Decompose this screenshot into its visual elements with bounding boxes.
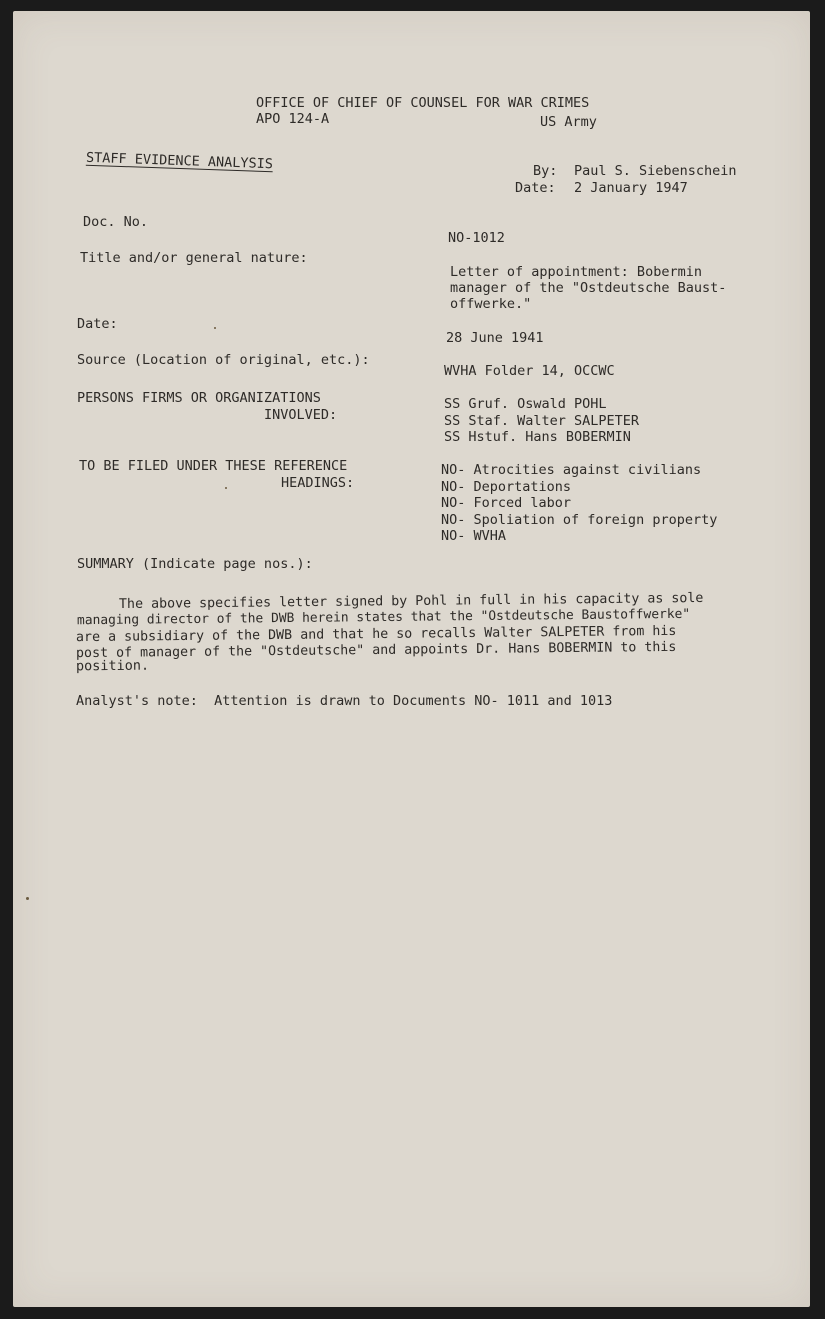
analyst-note: Analyst's note: Attention is drawn to Documents NO- 1011 and 1013 xyxy=(76,693,613,709)
summary-line: post of manager of the "Ostdeutsche" and appoints Dr. Hans BOBERMIN to this xyxy=(75,639,677,662)
source-label: Source (Location of original, etc.): xyxy=(77,352,370,368)
paper-speck xyxy=(214,327,216,329)
header-apo: APO 124-A xyxy=(256,111,330,127)
reference-line: NO- WVHA xyxy=(441,528,507,544)
reference-line: NO- Atrocities against civilians xyxy=(441,462,702,478)
persons-line: SS Gruf. Oswald POHL xyxy=(444,396,607,412)
date-header-value: 2 January 1947 xyxy=(574,180,688,196)
persons-label-1: PERSONS FIRMS OR ORGANIZATIONS xyxy=(77,390,321,406)
reference-line: NO- Spoliation of foreign property xyxy=(441,512,718,528)
title-label: Title and/or general nature: xyxy=(80,250,308,266)
reference-label-1: TO BE FILED UNDER THESE REFERENCE xyxy=(79,458,348,474)
summary-line: The above specifies letter signed by Pohl in full in his capacity as sole xyxy=(118,590,704,613)
header-office: OFFICE OF CHIEF OF COUNSEL FOR WAR CRIMES xyxy=(256,95,590,111)
summary-line: managing director of the DWB herein states that the "Ostdeutsche Baustoffwerke" xyxy=(76,606,691,629)
date-value: 28 June 1941 xyxy=(446,330,544,346)
form-title: STAFF EVIDENCE ANALYSIS xyxy=(85,149,274,173)
title-line: offwerke." xyxy=(450,296,532,312)
by-label: By: xyxy=(533,163,558,179)
date-label: Date: xyxy=(77,316,118,332)
summary-label: SUMMARY (Indicate page nos.): xyxy=(77,556,313,572)
summary-line: position. xyxy=(75,657,150,675)
date-header-label: Date: xyxy=(515,180,556,196)
persons-line: SS Staf. Walter SALPETER xyxy=(444,413,640,429)
summary-line: are a subsidiary of the DWB and that he so recalls Walter SALPETER from his xyxy=(75,623,677,646)
reference-line: NO- Deportations xyxy=(441,479,572,495)
doc-no-label: Doc. No. xyxy=(83,214,149,230)
reference-label-2: HEADINGS: xyxy=(281,475,355,491)
paper-speck xyxy=(26,897,29,900)
doc-no-value: NO-1012 xyxy=(448,230,505,246)
paper-speck xyxy=(225,487,227,489)
by-value: Paul S. Siebenschein xyxy=(574,163,737,179)
source-value: WVHA Folder 14, OCCWC xyxy=(444,363,615,379)
persons-label-2: INVOLVED: xyxy=(264,407,338,423)
persons-line: SS Hstuf. Hans BOBERMIN xyxy=(444,429,631,445)
title-line: manager of the "Ostdeutsche Baust- xyxy=(450,280,727,296)
title-line: Letter of appointment: Bobermin xyxy=(450,264,702,280)
reference-line: NO- Forced labor xyxy=(441,495,572,511)
header-army: US Army xyxy=(540,114,597,130)
